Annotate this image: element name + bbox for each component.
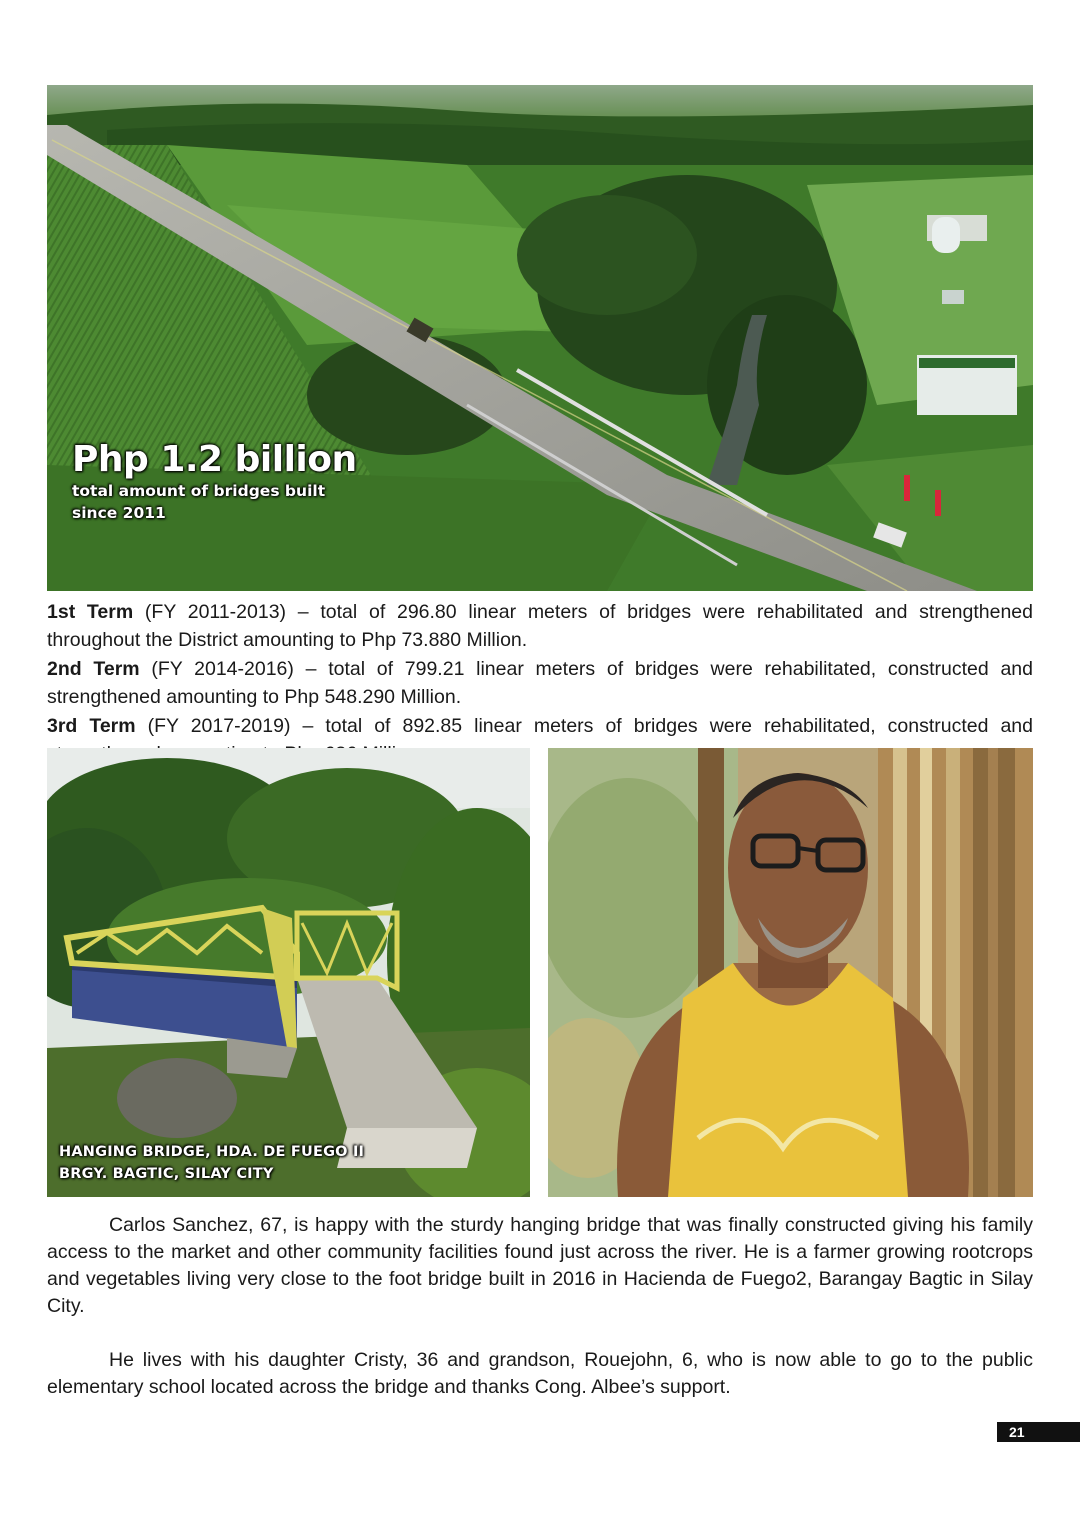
bridge-caption-line2: BRGY. BAGTIC, SILAY CITY — [59, 1166, 274, 1182]
hero-amount: Php 1.2 billion — [72, 439, 357, 480]
term-1-text: (FY 2011-2013) – total of 296.80 linear meters of bridges were rehabilitated and strengthened throughout the District amounting to Php 73.880 Million. — [47, 601, 1033, 652]
term-2-label: 2nd Term — [47, 657, 140, 680]
farmer-portrait-illustration — [548, 748, 1033, 1197]
story-paragraph-1: Carlos Sanchez, 67, is happy with the sturdy hanging bridge that was finally constructed giving his family access to the market and other community facilities found just across the river. He is a farmer growing rootcrops and vegetables living very close to the foot bridge built in 2016 in Hacienda de Fuego2, Barangay Bagtic in Silay City. — [47, 1214, 1033, 1317]
story-text — [47, 1212, 1033, 1401]
page-number: 21 — [997, 1422, 1080, 1442]
bridge-photo-caption — [59, 1141, 364, 1185]
hanging-bridge-photo — [47, 748, 530, 1197]
farmer-portrait-photo — [548, 748, 1033, 1197]
term-2 — [47, 655, 1033, 712]
term-1 — [47, 598, 1033, 655]
story-paragraph-2: He lives with his daughter Cristy, 36 and grandson, Rouejohn, 6, who is now able to go to the public elementary school located across the bridge and thanks Cong. Albee’s support. — [47, 1349, 1033, 1398]
bridge-caption-line1: HANGING BRIDGE, HDA. DE FUEGO II — [59, 1144, 365, 1160]
term-2-text: (FY 2014-2016) – total of 799.21 linear meters of bridges were rehabilitated, constructed and strengthened amounting to Php 548.290 Million. — [47, 657, 1033, 709]
hero-caption — [72, 440, 357, 524]
term-3-text: (FY 2017-2019) – total of 892.85 linear meters of bridges were rehabilitated, constructed and — [147, 714, 1033, 737]
aerial-bridge-photo — [47, 85, 1033, 591]
hero-subtitle: total amount of bridges built since 2011 — [72, 482, 326, 522]
term-summaries — [47, 598, 1033, 768]
hanging-bridge-illustration — [47, 748, 530, 1197]
term-1-label: 1st Term — [47, 601, 134, 623]
term-3-label: 3rd Term — [47, 714, 136, 737]
